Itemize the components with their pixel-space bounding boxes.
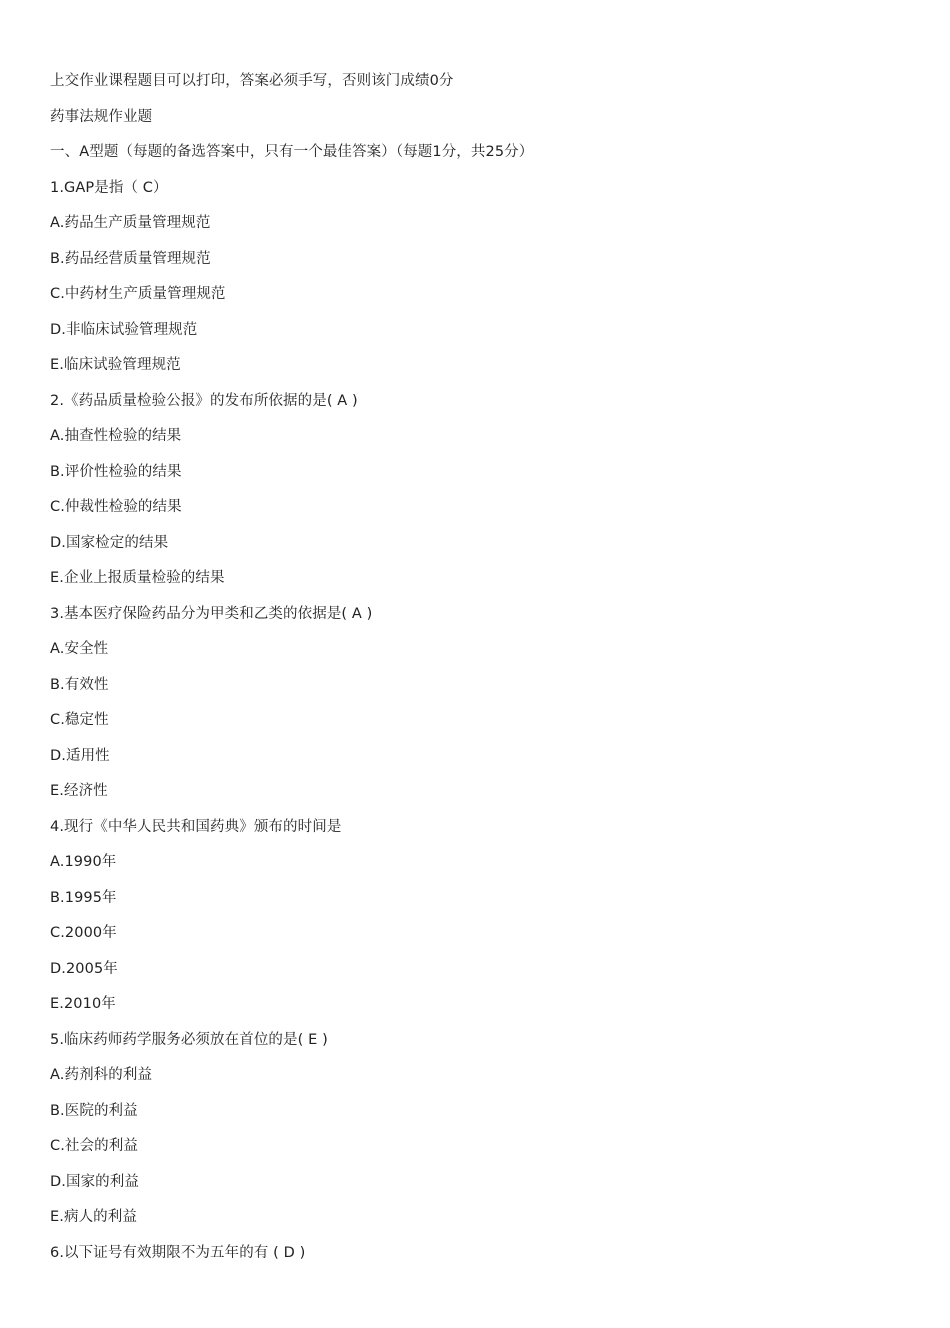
q2-option-e: E.企业上报质量检验的结果	[50, 570, 225, 586]
q3-option-b: B.有效性	[50, 677, 109, 693]
q3-option-c: C.稳定性	[50, 712, 109, 728]
q2-option-b: B.评价性检验的结果	[50, 464, 182, 480]
q3-option-d: D.适用性	[50, 748, 110, 764]
q4-option-e: E.2010年	[50, 996, 116, 1012]
notice-line: 上交作业课程题目可以打印，答案必须手写，否则该门成绩0分	[50, 73, 454, 89]
question-6: 6.以下证号有效期限不为五年的有 ( D )	[50, 1245, 306, 1261]
q4-option-a: A.1990年	[50, 854, 117, 870]
q1-option-a: A.药品生产质量管理规范	[50, 215, 211, 231]
q3-option-a: A.安全性	[50, 641, 109, 657]
q3-option-e: E.经济性	[50, 783, 108, 799]
q2-option-d: D.国家检定的结果	[50, 535, 169, 551]
document-title: 药事法规作业题	[50, 109, 153, 125]
q5-option-c: C.社会的利益	[50, 1138, 138, 1154]
q4-option-b: B.1995年	[50, 890, 117, 906]
q5-option-e: E.病人的利益	[50, 1209, 137, 1225]
question-5: 5.临床药师药学服务必须放在首位的是( E )	[50, 1032, 328, 1048]
q2-option-a: A.抽查性检验的结果	[50, 428, 182, 444]
q2-option-c: C.仲裁性检验的结果	[50, 499, 182, 515]
q1-option-c: C.中药材生产质量管理规范	[50, 286, 226, 302]
q1-option-e: E.临床试验管理规范	[50, 357, 181, 373]
question-3: 3.基本医疗保险药品分为甲类和乙类的依据是( A )	[50, 606, 373, 622]
q5-option-d: D.国家的利益	[50, 1174, 139, 1190]
q5-option-a: A.药剂科的利益	[50, 1067, 153, 1083]
q5-option-b: B.医院的利益	[50, 1103, 138, 1119]
question-1: 1.GAP是指（ C）	[50, 180, 168, 196]
question-2: 2.《药品质量检验公报》的发布所依据的是( A )	[50, 393, 358, 409]
q1-option-d: D.非临床试验管理规范	[50, 322, 198, 338]
section-heading: 一、A型题（每题的备选答案中，只有一个最佳答案）（每题1分，共25分）	[50, 144, 534, 160]
q4-option-c: C.2000年	[50, 925, 117, 941]
q1-option-b: B.药品经营质量管理规范	[50, 251, 211, 267]
q4-option-d: D.2005年	[50, 961, 118, 977]
question-4: 4.现行《中华人民共和国药典》颁布的时间是	[50, 819, 342, 835]
